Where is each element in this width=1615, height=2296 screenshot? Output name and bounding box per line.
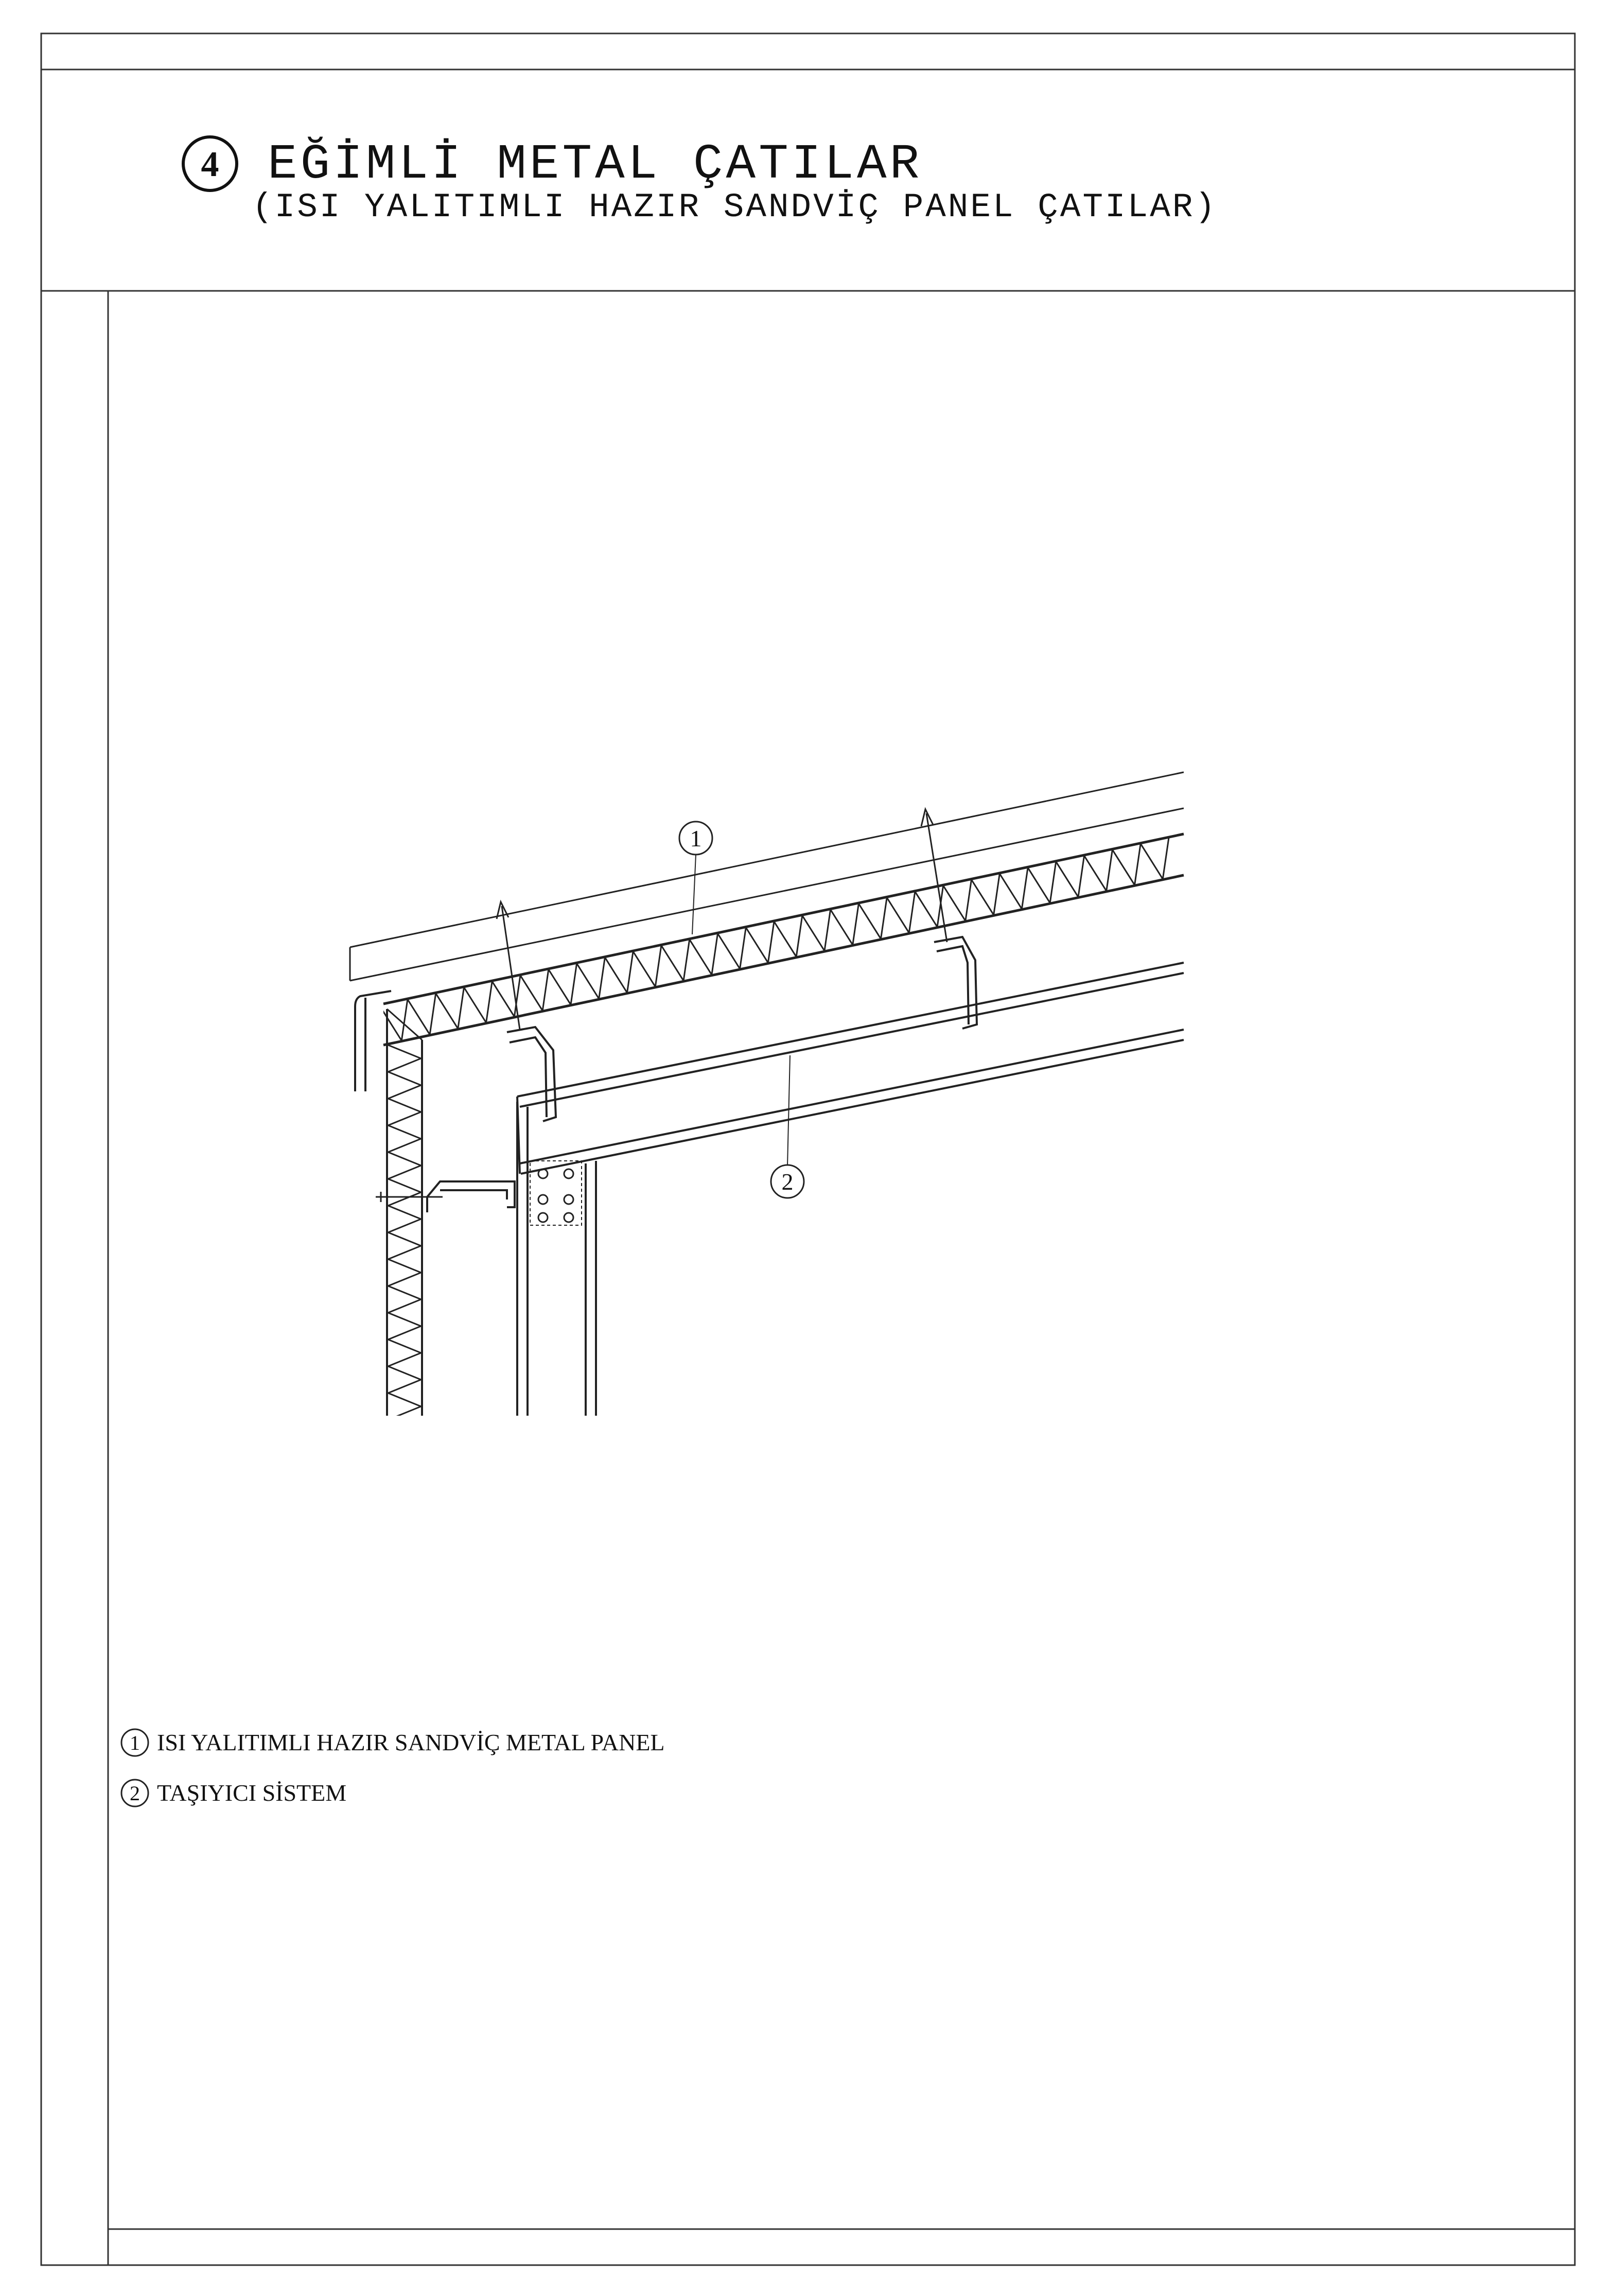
legend-number: 2 [130,1782,140,1805]
eave-flashing [355,991,391,1091]
title-number: 4 [201,145,219,184]
callout-2-label: 2 [781,1169,794,1195]
callout-1-label: 1 [690,825,702,851]
purlin-right [934,937,977,1029]
legend-item [121,1729,665,1756]
legend-item [121,1780,346,1806]
sandwich-panel-wall [387,1009,422,1420]
wall-fastener [376,1192,443,1202]
legend [121,1729,665,1806]
page-title: EĞİMLİ METAL ÇATILAR [268,136,923,193]
roof-detail-drawing [350,772,1184,1420]
purlin-left [507,1027,556,1121]
legend-text: ISI YALITIMLI HAZIR SANDVİÇ METAL PANEL [157,1729,665,1755]
sandwich-panel-roof [379,834,1184,1045]
legend-number: 1 [130,1731,140,1754]
legend-text: TAŞIYICI SİSTEM [157,1780,347,1806]
steel-column [517,1102,596,1416]
page-subtitle: (ISI YALITIMLI HAZIR SANDVİÇ PANEL ÇATILAR) [252,188,1218,227]
title-block [183,136,1217,227]
sheet-frame [41,33,1575,2265]
fastener-left [497,902,520,1030]
